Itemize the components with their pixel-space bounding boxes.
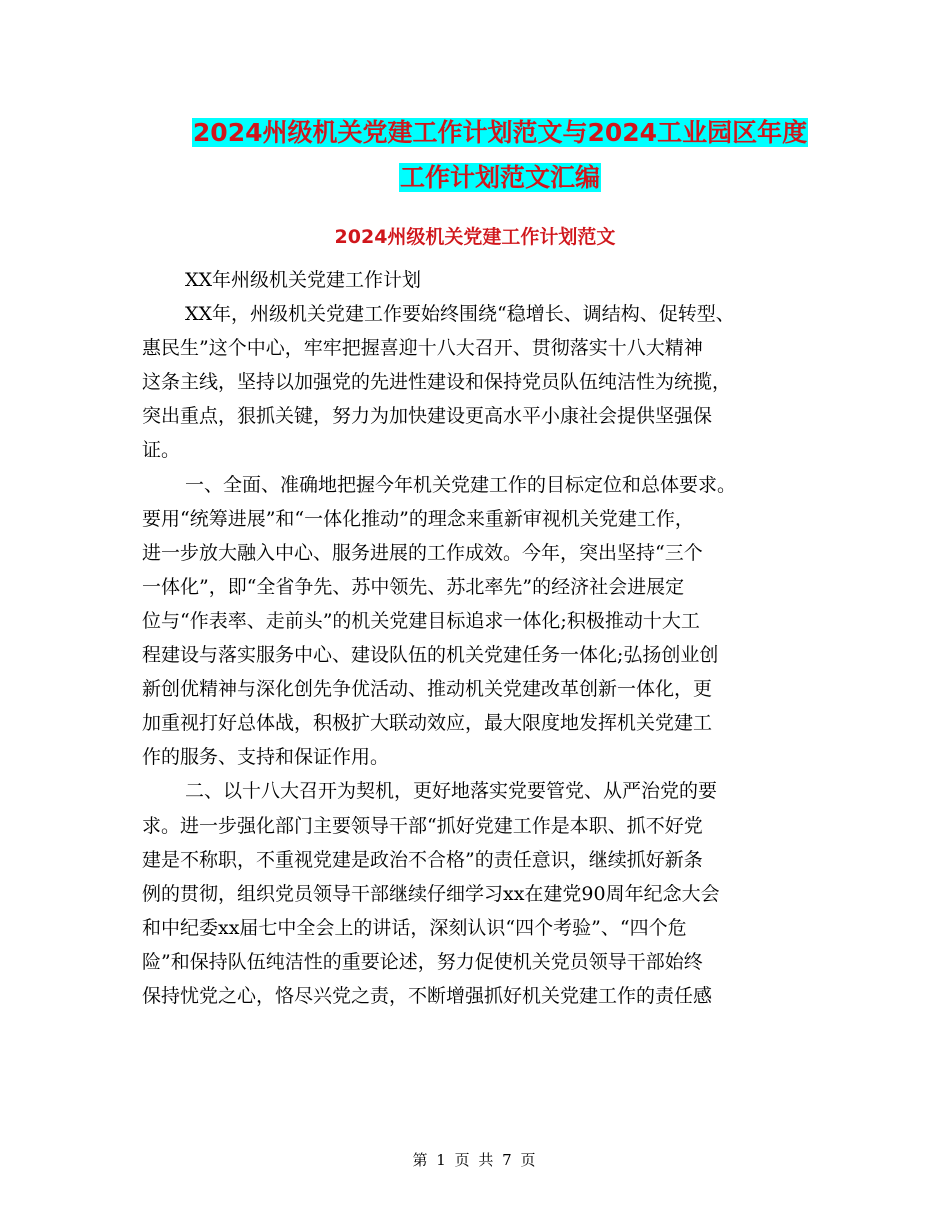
text-line: 新创优精神与深化创先争优活动、推动机关党建改革创新一体化，更 — [142, 678, 713, 701]
text-line: 加重视打好总体战，积极扩大联动效应，最大限度地发挥机关党建工 — [142, 712, 713, 735]
text-line: 一体化”，即“全省争先、苏中领先、苏北率先”的经济社会进展定 — [142, 575, 685, 598]
text-line: 求。进一步强化部门主要领导干部“抓好党建工作是本职、抓不好党 — [142, 814, 703, 837]
text-line: XX年，州级机关党建工作要始终围绕“稳增长、调结构、促转型、 — [185, 303, 735, 326]
text-line: 二、以十八大召开为契机，更好地落实党要管党、从严治党的要 — [185, 780, 718, 803]
text-line: 要用“统筹进展”和“一体化推动”的理念来重新审视机关党建工作， — [142, 507, 694, 530]
text-line: 保持忧党之心，恪尽兴党之责，不断增强抓好机关党建工作的责任感 — [142, 984, 713, 1007]
text-line: 程建设与落实服务中心、建设队伍的机关党建任务一体化;弘扬创业创 — [142, 644, 719, 667]
text-line: XX年州级机关党建工作计划 — [185, 269, 422, 291]
section-title: 2024州级机关党建工作计划范文 — [334, 226, 616, 248]
text-line: 和中纪委xx届七中全会上的讲话，深刻认识“四个考验”、“四个危 — [142, 916, 687, 939]
text-line: 证。 — [142, 439, 181, 462]
text-line: 位与“作表率、走前头”的机关党建目标追求一体化;积极推动十大工 — [142, 609, 700, 632]
text-line: 惠民生”这个中心，牢牢把握喜迎十八大召开、贯彻落实十八大精神 — [142, 337, 703, 360]
text-line: 这条主线，坚持以加强党的先进性建设和保持党员队伍纯洁性为统揽， — [142, 371, 732, 394]
title-line-1: 2024州级机关党建工作计划范文与2024工业园区年度 — [192, 118, 808, 147]
text-line: 进一步放大融入中心、服务进展的工作成效。今年，突出坚持“三个 — [142, 541, 703, 564]
text-line: 作的服务、支持和保证作用。 — [142, 746, 390, 769]
document-title — [150, 110, 850, 200]
text-line: 一、全面、准确地把握今年机关党建工作的目标定位和总体要求。 — [185, 473, 737, 496]
page-footer: 第 1 页 共 7 页 — [412, 1151, 538, 1169]
title-line-2: 工作计划范文汇编 — [399, 163, 600, 192]
text-line: 险”和保持队伍纯洁性的重要论述，努力促使机关党员领导干部始终 — [142, 950, 703, 973]
text-line: 例的贯彻，组织党员领导干部继续仔细学习xx在建党90周年纪念大会 — [142, 882, 720, 905]
document-body — [142, 263, 825, 1013]
text-line: 建是不称职，不重视党建是政治不合格”的责任意识，继续抓好新条 — [142, 848, 703, 871]
text-line: 突出重点，狠抓关键，努力为加快建设更高水平小康社会提供坚强保 — [142, 405, 713, 428]
